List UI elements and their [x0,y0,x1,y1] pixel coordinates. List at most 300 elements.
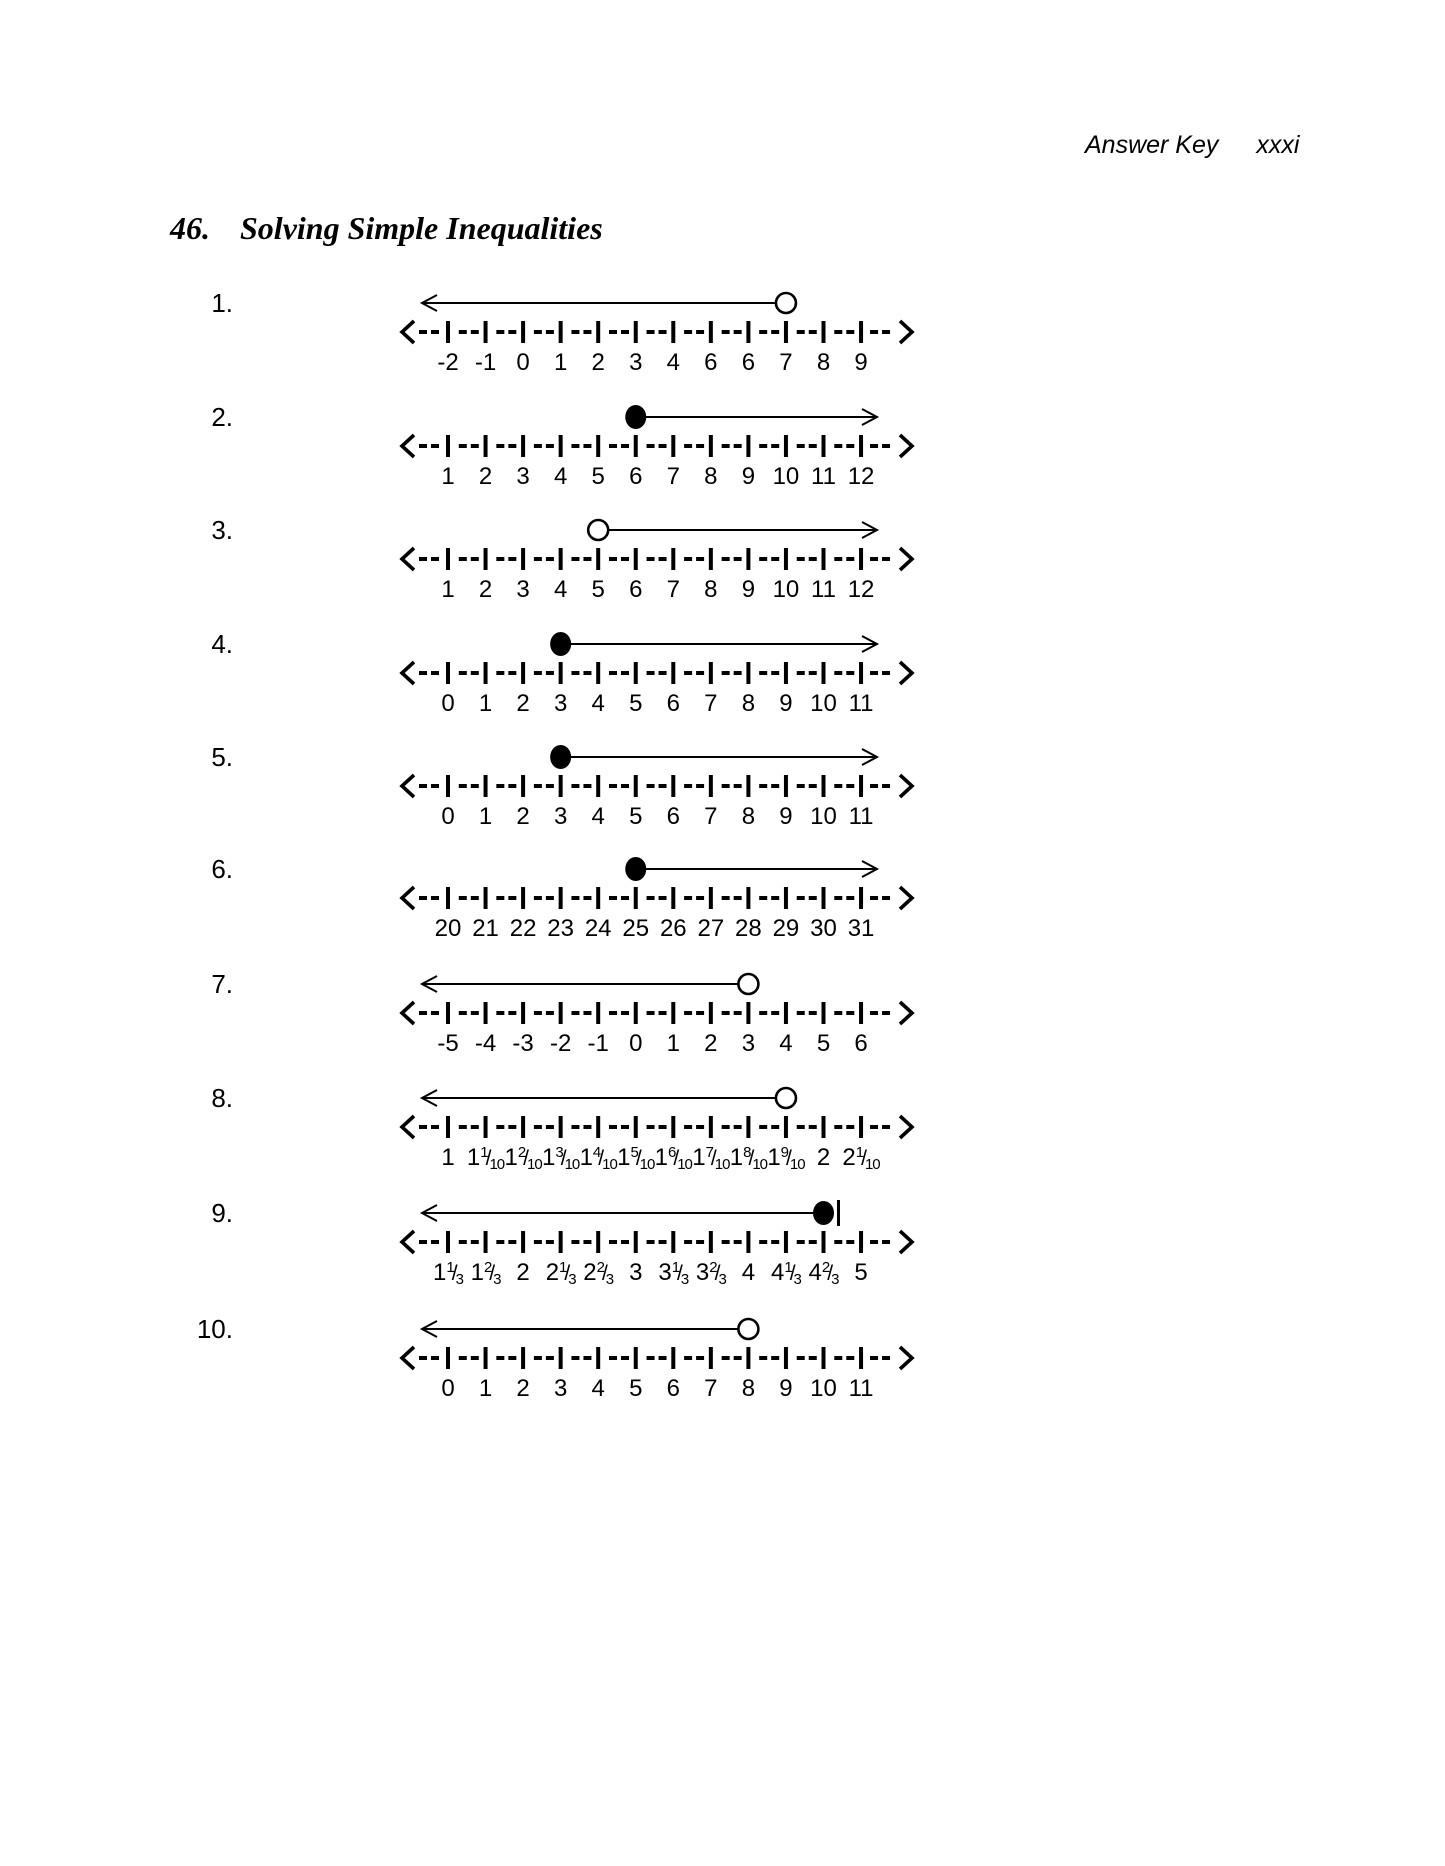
dash [508,1240,516,1244]
dash [419,557,427,561]
dash [809,1356,817,1360]
number-line-figure [390,849,930,915]
tick-mark [822,1231,826,1253]
tick-mark [446,1231,450,1253]
dash [882,784,890,788]
dash [571,896,579,900]
dash [659,557,667,561]
tick-label: 6 [666,690,680,717]
dash [696,1240,704,1244]
tick-label: 9 [741,576,756,603]
tick-mark [446,435,450,457]
dash [621,1011,629,1015]
tick-mark [634,887,638,909]
tick-label: 2 [516,803,530,830]
tick-mark [859,887,863,909]
tick-mark [596,321,600,343]
tick-label: 25 [622,915,650,942]
problem-number: 10. [196,1314,233,1344]
tick-mark [484,548,488,570]
number-line-figure [390,1309,930,1375]
dash [609,1240,617,1244]
dash [722,671,730,675]
dash [621,1240,629,1244]
number-line-figure [390,397,930,463]
line-left-cap-icon [402,775,414,797]
dash [459,784,467,788]
tick-mark [634,775,638,797]
tick-mark [521,887,525,909]
tick-mark [634,1347,638,1369]
tick-label: 2 [516,1259,530,1286]
dash [882,671,890,675]
tick-label: 7 [704,803,718,830]
dash [459,444,467,448]
problem-row [0,1078,1445,1178]
filled-circle-icon [625,857,646,881]
tick-label: 2 [816,1144,831,1171]
tick-mark [484,887,488,909]
dash [508,671,516,675]
tick-mark [521,1002,525,1024]
tick-mark [634,321,638,343]
tick-mark [709,435,713,457]
dash [734,557,742,561]
tick-mark [596,887,600,909]
solution-ray [645,861,877,877]
tick-labels-row [390,1144,930,1174]
solution-ray [570,749,877,765]
tick-mark [671,548,675,570]
tick-label: 26 [659,915,687,942]
tick-label: -2 [437,349,459,376]
tick-label: 3 [741,1030,756,1057]
dash [771,784,779,788]
dash [870,557,878,561]
tick-mark [859,1002,863,1024]
tick-label: 20 [434,915,462,942]
tick-label: 11 [811,463,836,490]
tick-mark [822,1347,826,1369]
dash [771,444,779,448]
tick-label: -4 [474,1030,497,1057]
tick-mark [784,548,788,570]
dash [583,1011,591,1015]
tick-mark [446,1116,450,1138]
dash [534,1011,542,1015]
dash [471,557,479,561]
dash [647,330,655,334]
number-line [402,321,912,343]
tick-mark [671,1116,675,1138]
tick-mark [709,1231,713,1253]
open-circle-icon [738,1319,758,1339]
dash [809,1125,817,1129]
dash [496,1356,504,1360]
filled-circle-icon [625,405,646,429]
dash [621,1125,629,1129]
problem-number: 2. [211,402,233,432]
tick-label: -1 [587,1030,609,1057]
tick-label: 6 [666,1375,680,1402]
tick-mark [634,662,638,684]
line-left-cap-icon [402,1002,414,1024]
tick-label: $1^1/_{10}$ [466,1144,505,1173]
tick-mark [596,662,600,684]
tick-mark [559,1231,563,1253]
dash [471,784,479,788]
dash [471,330,479,334]
problem-number: 5. [211,742,233,772]
tick-label: 8 [704,463,718,490]
problem-row [0,1309,1445,1409]
tick-mark [484,1347,488,1369]
dash [659,1125,667,1129]
solution-ray [645,409,877,425]
section-title [170,210,603,247]
dash [882,557,890,561]
tick-mark [559,435,563,457]
tick-label: 1 [478,1375,493,1402]
tick-mark [859,662,863,684]
number-line-figure [390,964,930,1030]
dash [546,671,554,675]
tick-mark [484,662,488,684]
problem-number: 3. [211,515,233,545]
dash [431,444,439,448]
solution-ray [607,522,877,538]
line-left-cap-icon [402,887,414,909]
dash [571,444,579,448]
dash [846,1125,854,1129]
dash [722,557,730,561]
tick-label: 3 [516,576,530,603]
dash [797,784,805,788]
tick-mark [746,775,750,797]
dash [846,1356,854,1360]
dash [496,896,504,900]
tick-label: 8 [741,1375,756,1402]
tick-mark [859,1347,863,1369]
tick-mark [596,775,600,797]
dash [722,784,730,788]
tick-label: 7 [704,1375,718,1402]
dash [846,444,854,448]
tick-mark [784,775,788,797]
dash [419,330,427,334]
dash [797,330,805,334]
dash [534,896,542,900]
dash [797,896,805,900]
tick-mark [521,1347,525,1369]
dash [431,1356,439,1360]
tick-label: 8 [704,576,718,603]
tick-labels-row [390,1259,930,1289]
tick-mark [822,548,826,570]
tick-mark [822,662,826,684]
tick-label: 1 [441,576,455,603]
dash [419,784,427,788]
dash [471,1356,479,1360]
tick-labels-row [390,349,930,379]
dash [534,1240,542,1244]
dash [659,671,667,675]
dash [870,444,878,448]
tick-labels-row [390,690,930,720]
tick-mark [559,775,563,797]
tick-label: 6 [629,463,643,490]
number-line [402,1116,912,1138]
problem-row [0,397,1445,497]
dash [870,784,878,788]
tick-label: 6 [629,576,643,603]
dash [759,557,767,561]
problem-number: 7. [211,969,233,999]
line-left-cap-icon [402,435,414,457]
line-left-cap-icon [402,1347,414,1369]
tick-mark [784,662,788,684]
dash [583,896,591,900]
dash [534,557,542,561]
dash [459,896,467,900]
dash [771,1011,779,1015]
tick-label: 8 [741,690,756,717]
dash [508,444,516,448]
dash [471,444,479,448]
tick-mark [746,1002,750,1024]
dash [609,1011,617,1015]
tick-label: 1 [666,1030,680,1057]
tick-mark [671,321,675,343]
tick-mark [559,1002,563,1024]
dash [659,1011,667,1015]
dash [846,784,854,788]
tick-label: -2 [549,1030,572,1057]
tick-mark [521,548,525,570]
dash [659,784,667,788]
tick-label: 9 [779,803,793,830]
dash [583,671,591,675]
tick-label: 12 [847,463,875,490]
dash [431,784,439,788]
tick-mark [784,1347,788,1369]
tick-mark [634,1231,638,1253]
line-left-cap-icon [402,1116,414,1138]
dash [583,1356,591,1360]
page-header [1085,131,1299,160]
dash [609,671,617,675]
tick-label: 30 [810,915,837,942]
dash [870,1356,878,1360]
tick-mark [446,321,450,343]
dash [684,1011,692,1015]
tick-mark [559,1116,563,1138]
tick-mark [596,548,600,570]
tick-label: 9 [779,1375,793,1402]
problem-row [0,624,1445,724]
problem-number: 1. [211,288,233,318]
dash [546,1356,554,1360]
tick-mark [484,1231,488,1253]
tick-label: $2^1/_{10}$ [842,1144,880,1173]
dash [609,1356,617,1360]
dash [459,1356,467,1360]
dash [659,1240,667,1244]
tick-mark [521,321,525,343]
dash [459,330,467,334]
tick-label: 5 [854,1259,868,1286]
tick-mark [559,1347,563,1369]
tick-mark [822,435,826,457]
tick-mark [859,321,863,343]
tick-mark [746,662,750,684]
solution-ray [422,976,739,992]
tick-label: $1^3/_{10}$ [542,1144,580,1173]
dash [882,444,890,448]
number-line [402,887,912,909]
dash [684,444,692,448]
dash [870,1240,878,1244]
tick-mark [784,1231,788,1253]
dash [496,1125,504,1129]
tick-mark [446,1002,450,1024]
tick-mark [822,1002,826,1024]
dash [571,330,579,334]
line-right-cap-icon [900,887,912,909]
dash [771,330,779,334]
dash [734,444,742,448]
tick-mark [634,1116,638,1138]
tick-mark [671,887,675,909]
dash [583,557,591,561]
tick-label: 5 [591,463,605,490]
dash [609,330,617,334]
dash [431,557,439,561]
tick-label: 4 [779,1030,793,1057]
dash [797,1356,805,1360]
line-left-cap-icon [402,662,414,684]
dash [846,1011,854,1015]
tick-label: 21 [472,915,499,942]
tick-mark [446,1347,450,1369]
dash [696,1011,704,1015]
tick-label: 0 [441,690,455,717]
tick-label: 2 [478,463,493,490]
filled-circle-icon [813,1201,834,1225]
dash [882,1125,890,1129]
tick-label: 12 [847,576,875,603]
open-circle-icon [776,293,796,313]
tick-label: 3 [516,463,530,490]
tick-mark [709,1002,713,1024]
dash [419,1356,427,1360]
tick-label: 10 [810,1375,837,1402]
tick-mark [709,1347,713,1369]
tick-mark [746,1347,750,1369]
number-line [402,1002,912,1024]
tick-label: 10 [772,576,800,603]
dash [696,557,704,561]
dash [722,444,730,448]
tick-mark [634,1002,638,1024]
dash [882,1356,890,1360]
dash [546,330,554,334]
tick-mark [446,887,450,909]
dash [431,330,439,334]
problem-row [0,849,1445,949]
tick-mark [709,1116,713,1138]
line-left-cap-icon [402,1231,414,1253]
dash [419,1011,427,1015]
line-right-cap-icon [900,1231,912,1253]
tick-label: 24 [584,915,612,942]
dash [621,444,629,448]
open-circle-icon [588,520,608,540]
dash [771,1125,779,1129]
dash [809,1240,817,1244]
tick-label: $1^8/_{10}$ [729,1144,767,1173]
line-right-cap-icon [900,1116,912,1138]
dash [496,330,504,334]
dash [508,1356,516,1360]
tick-mark [484,1116,488,1138]
tick-mark [784,1002,788,1024]
filled-circle-icon [550,632,571,656]
tick-mark [521,1231,525,1253]
dash [496,671,504,675]
dash [647,557,655,561]
dash [419,1125,427,1129]
dash [459,1011,467,1015]
dash [834,1125,842,1129]
line-right-cap-icon [900,1002,912,1024]
tick-mark [859,1231,863,1253]
dash [571,784,579,788]
tick-label: -5 [437,1030,459,1057]
dash [846,1240,854,1244]
dash [621,557,629,561]
dash [659,1356,667,1360]
dash [647,896,655,900]
dash [797,1240,805,1244]
dash [759,1125,767,1129]
dash [834,671,842,675]
dash [534,330,542,334]
solution-ray [422,295,777,311]
tick-labels-row [390,1375,930,1405]
dash [722,896,730,900]
tick-label: 6 [704,349,718,376]
dash [609,444,617,448]
dash [431,1125,439,1129]
dash [471,1240,479,1244]
line-right-cap-icon [900,548,912,570]
dash [771,1240,779,1244]
dash [508,1011,516,1015]
dash [471,671,479,675]
dash [459,1240,467,1244]
dash [496,1011,504,1015]
tick-label: $4^1/_3$ [770,1259,801,1288]
tick-label: 2 [591,349,605,376]
number-line-figure [390,283,930,349]
tick-label: 1 [553,349,568,376]
dash [508,1125,516,1129]
dash [771,557,779,561]
dash [684,330,692,334]
dash [583,444,591,448]
tick-label: -3 [512,1030,534,1057]
